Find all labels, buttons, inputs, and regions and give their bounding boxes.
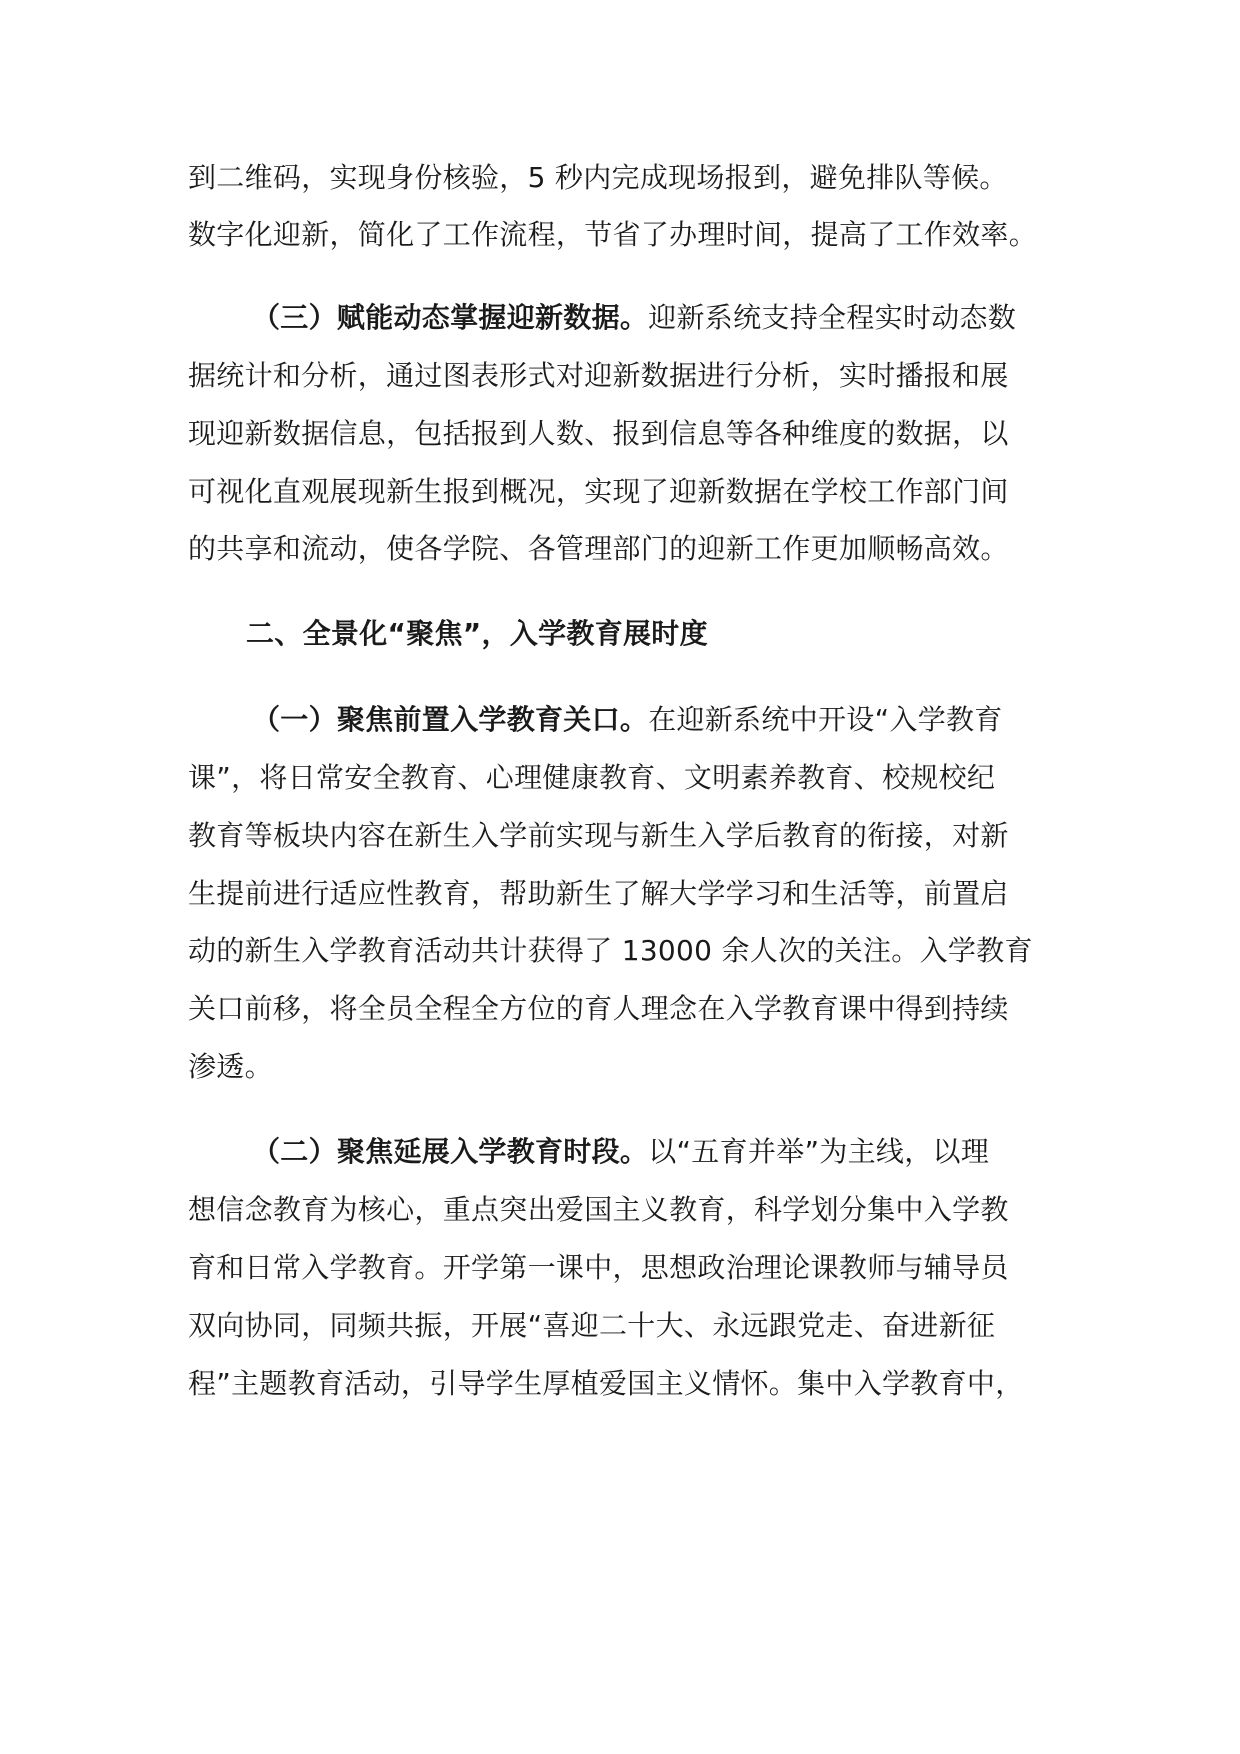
- line-text: 现迎新数据信息，包括报到人数、报到信息等各种维度的数据，以: [188, 417, 1009, 450]
- paragraph-line: [188, 416, 1009, 452]
- line-text: 想信念教育为核心，重点突出爱国主义教育，科学划分集中入学教: [188, 1193, 1009, 1226]
- paragraph-line: [188, 991, 1009, 1027]
- subheading-line: [252, 300, 1016, 336]
- line-text: 迎新系统支持全程实时动态数: [648, 301, 1017, 334]
- paragraph-line: [188, 160, 1008, 196]
- paragraph-line: [188, 358, 1009, 394]
- line-text: 教育等板块内容在新生入学前实现与新生入学后教育的衔接，对新: [188, 819, 1009, 852]
- line-text: 程”主题教育活动，引导学生厚植爱国主义情怀。集中入学教育中，: [188, 1367, 1024, 1400]
- paragraph-line: [188, 876, 1009, 912]
- line-text: 渗透。: [188, 1050, 273, 1083]
- line-text: 课”，将日常安全教育、心理健康教育、文明素养教育、校规校纪: [188, 761, 996, 794]
- paragraph-line: [188, 760, 995, 796]
- subheading-line: [252, 702, 1003, 738]
- paragraph-line: [188, 217, 1037, 253]
- subheading-two: （二）聚焦延展入学教育时段。: [252, 1135, 649, 1168]
- subheading-three: （三）赋能动态掌握迎新数据。: [252, 301, 649, 334]
- line-text: 双向协同，同频共振，开展“喜迎二十大、永远跟党走、奋进新征: [188, 1309, 996, 1342]
- line-text: 的共享和流动，使各学院、各管理部门的迎新工作更加顺畅高效。: [188, 532, 1009, 565]
- line-text: 育和日常入学教育。开学第一课中，思想政治理论课教师与辅导员: [188, 1251, 1009, 1284]
- line-text: 以“五育并举”为主线，以理: [648, 1135, 990, 1168]
- paragraph-line: [188, 531, 1009, 567]
- section-heading: [246, 616, 708, 652]
- paragraph-line: [188, 474, 1009, 510]
- paragraph-line: [188, 933, 1033, 969]
- subheading-line: [252, 1134, 989, 1170]
- line-text: 生提前进行适应性教育，帮助新生了解大学学习和生活等，前置启: [188, 877, 1009, 910]
- paragraph-line: [188, 1308, 995, 1344]
- line-text: 到二维码，实现身份核验，5 秒内完成现场报到，避免排队等候。: [188, 161, 1008, 194]
- line-text: 动的新生入学教育活动共计获得了 13000 余人次的关注。入学教育: [188, 934, 1033, 967]
- subheading-one: （一）聚焦前置入学教育关口。: [252, 703, 649, 736]
- paragraph-line: [188, 1192, 1009, 1228]
- section-heading-two: 二、全景化“聚焦”，入学教育展时度: [246, 617, 708, 650]
- line-text: 可视化直观展现新生报到概况，实现了迎新数据在学校工作部门间: [188, 475, 1009, 508]
- paragraph-line: [188, 1049, 273, 1085]
- paragraph-line: [188, 1250, 1009, 1286]
- paragraph-line: [188, 1366, 1024, 1402]
- line-text: 数字化迎新，简化了工作流程，节省了办理时间，提高了工作效率。: [188, 218, 1038, 251]
- line-text: 据统计和分析，通过图表形式对迎新数据进行分析，实时播报和展: [188, 359, 1009, 392]
- line-text: 关口前移，将全员全程全方位的育人理念在入学教育课中得到持续: [188, 992, 1009, 1025]
- line-text: 在迎新系统中开设“入学教育: [648, 703, 1003, 736]
- paragraph-line: [188, 818, 1009, 854]
